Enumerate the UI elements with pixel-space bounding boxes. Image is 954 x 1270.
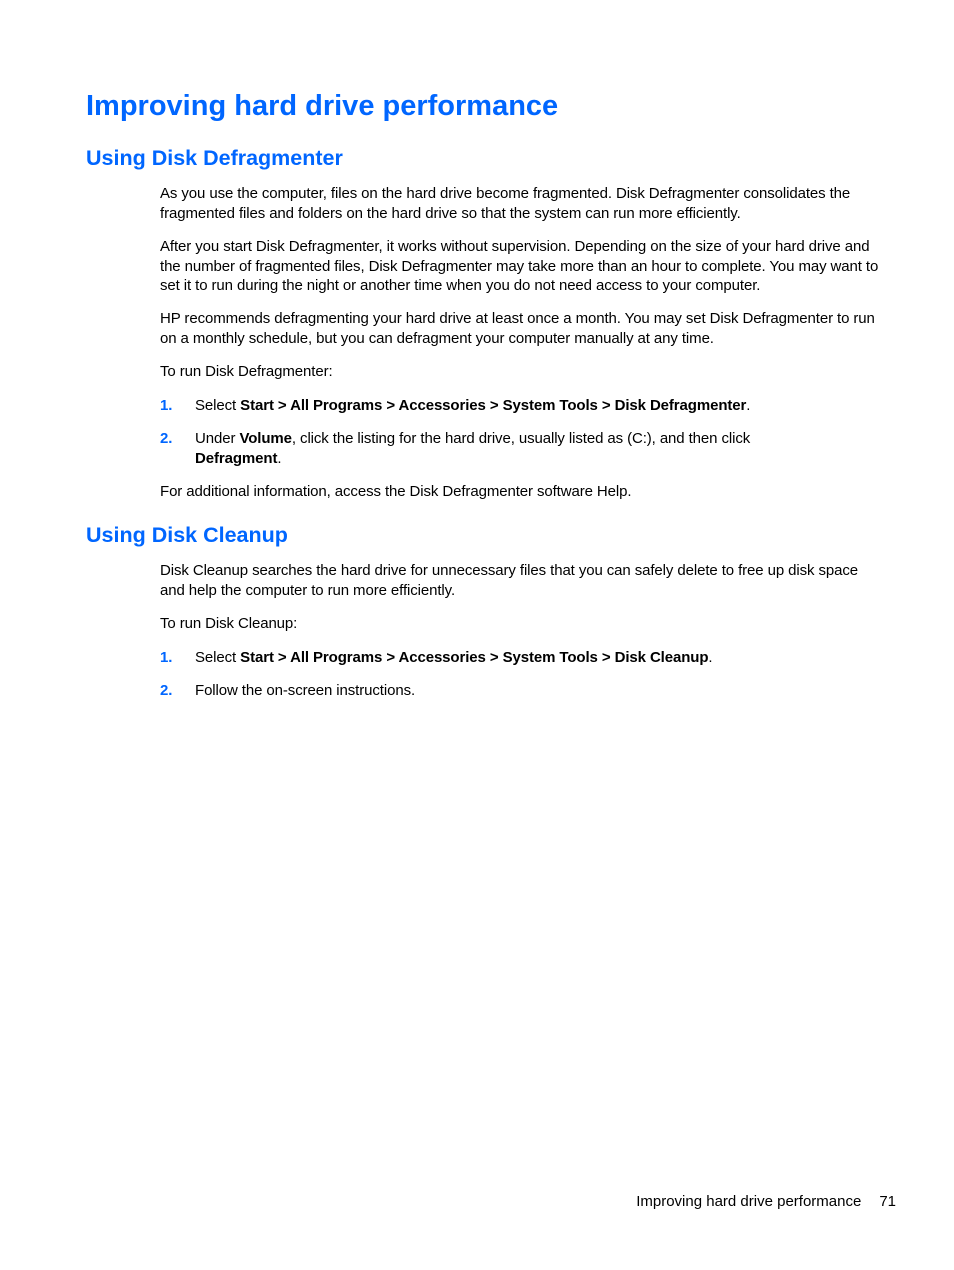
cleanup-intro: To run Disk Cleanup:: [160, 615, 298, 632]
defrag-intro: To run Disk Defragmenter:: [160, 363, 333, 380]
step-text: Follow the on-screen instructions.: [195, 682, 416, 699]
page-number: 71: [879, 1193, 896, 1210]
defrag-paragraph-1: As you use the computer, files on the hard drive become fragmented. Disk Defragmenter consolidates the fragmented files and folders on the hard drive so that the system can run more efficiently.: [160, 185, 851, 222]
step-number: 2.: [160, 682, 173, 699]
defrag-paragraph-3: HP recommends defragmenting your hard drive at least once a month. You may set Disk Defragmenter to run on a monthly schedule, but you can defragment your computer manually at any time.: [160, 310, 875, 347]
page-title: Improving hard drive performance: [86, 90, 559, 122]
section-heading-cleanup: Using Disk Cleanup: [86, 523, 288, 547]
step-text: Select Start > All Programs > Accessories > System Tools > Disk Cleanup.: [195, 649, 713, 666]
page-footer: [636, 1192, 896, 1212]
footer-section-title: Improving hard drive performance: [636, 1193, 862, 1210]
defrag-paragraph-2: After you start Disk Defragmenter, it works without supervision. Depending on the size of your hard drive and the number of fragmented files, Disk Defragmenter may take more than an hour to complete. You may want to set it to run during the night or another time when you do not need access to your computer.: [160, 238, 879, 294]
step-text: Select Start > All Programs > Accessories > System Tools > Disk Defragmenter.: [195, 397, 751, 414]
step-number: 1.: [160, 649, 173, 666]
cleanup-step-2: [160, 681, 884, 701]
cleanup-paragraph-1: Disk Cleanup searches the hard drive for unnecessary files that you can safely delete to free up disk space and help the computer to run more efficiently.: [160, 562, 859, 599]
step-text: Under Volume, click the listing for the hard drive, usually listed as (C:), and then click Defragment.: [195, 430, 751, 467]
step-number: 2.: [160, 430, 173, 447]
defrag-outro: For additional information, access the Disk Defragmenter software Help.: [160, 483, 632, 500]
volume-label: Volume: [239, 430, 292, 447]
section-heading-defragmenter: Using Disk Defragmenter: [86, 146, 343, 170]
step-number: 1.: [160, 397, 173, 414]
defragment-label: Defragment: [195, 449, 278, 467]
menu-path: Start > All Programs > Accessories > System Tools > Disk Defragmenter: [240, 397, 747, 414]
menu-path: Start > All Programs > Accessories > System Tools > Disk Cleanup: [240, 649, 709, 666]
defrag-step-2: [160, 429, 884, 468]
cleanup-step-1: [160, 648, 884, 668]
defrag-step-1: [160, 396, 884, 416]
